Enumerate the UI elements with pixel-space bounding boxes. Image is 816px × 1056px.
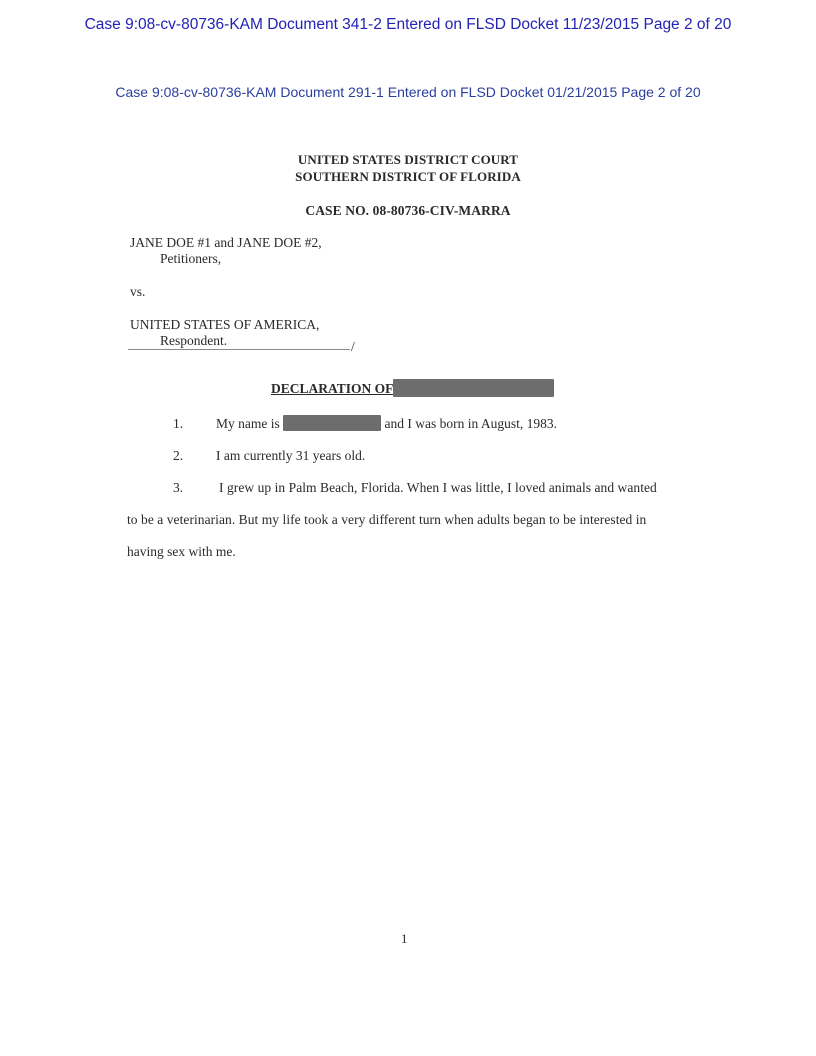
- caption-slash: /: [351, 339, 355, 354]
- paragraph-number-1: 1.: [173, 416, 184, 431]
- paragraph-1: [216, 416, 557, 433]
- respondent-name: UNITED STATES OF AMERICA,: [130, 317, 320, 332]
- ecf-header-stamp: Case 9:08-cv-80736-KAM Document 341-2 Entered on FLSD Docket 11/23/2015 Page 2 of 20: [84, 16, 732, 33]
- caption-rule: [128, 349, 350, 350]
- petitioners-names: JANE DOE #1 and JANE DOE #2,: [130, 235, 322, 250]
- paragraph-2: I am currently 31 years old.: [216, 448, 366, 463]
- petitioners-role: Petitioners,: [160, 251, 222, 266]
- declaration-title: [271, 381, 554, 399]
- paragraph-1-before: My name is: [216, 416, 280, 431]
- court-district: SOUTHERN DISTRICT OF FLORIDA: [295, 169, 521, 184]
- paragraph-3-line-3: having sex with me.: [127, 544, 236, 559]
- paragraph-number-2: 2.: [173, 448, 184, 463]
- paragraph-1-after: and I was born in August, 1983.: [384, 416, 557, 431]
- redacted-name-box: [393, 379, 554, 397]
- case-number: CASE NO. 08-80736-CIV-MARRA: [305, 203, 511, 218]
- declaration-title-text: DECLARATION OF: [271, 381, 394, 397]
- ecf-original-header-stamp: Case 9:08-cv-80736-KAM Document 291-1 Entered on FLSD Docket 01/21/2015 Page 2 of 20: [115, 84, 701, 100]
- paragraph-3-line-2: to be a veterinarian. But my life took a very different turn when adults began to be interested in: [127, 512, 647, 527]
- respondent-role: Respondent.: [160, 333, 228, 348]
- redacted-name-box: [283, 415, 381, 431]
- paragraph-3-line-1: I grew up in Palm Beach, Florida. When I was little, I loved animals and wanted: [219, 480, 657, 495]
- paragraph-number-3: 3.: [173, 480, 184, 495]
- court-name: UNITED STATES DISTRICT COURT: [297, 152, 519, 167]
- page-number: 1: [401, 931, 408, 946]
- versus-label: vs.: [130, 284, 146, 299]
